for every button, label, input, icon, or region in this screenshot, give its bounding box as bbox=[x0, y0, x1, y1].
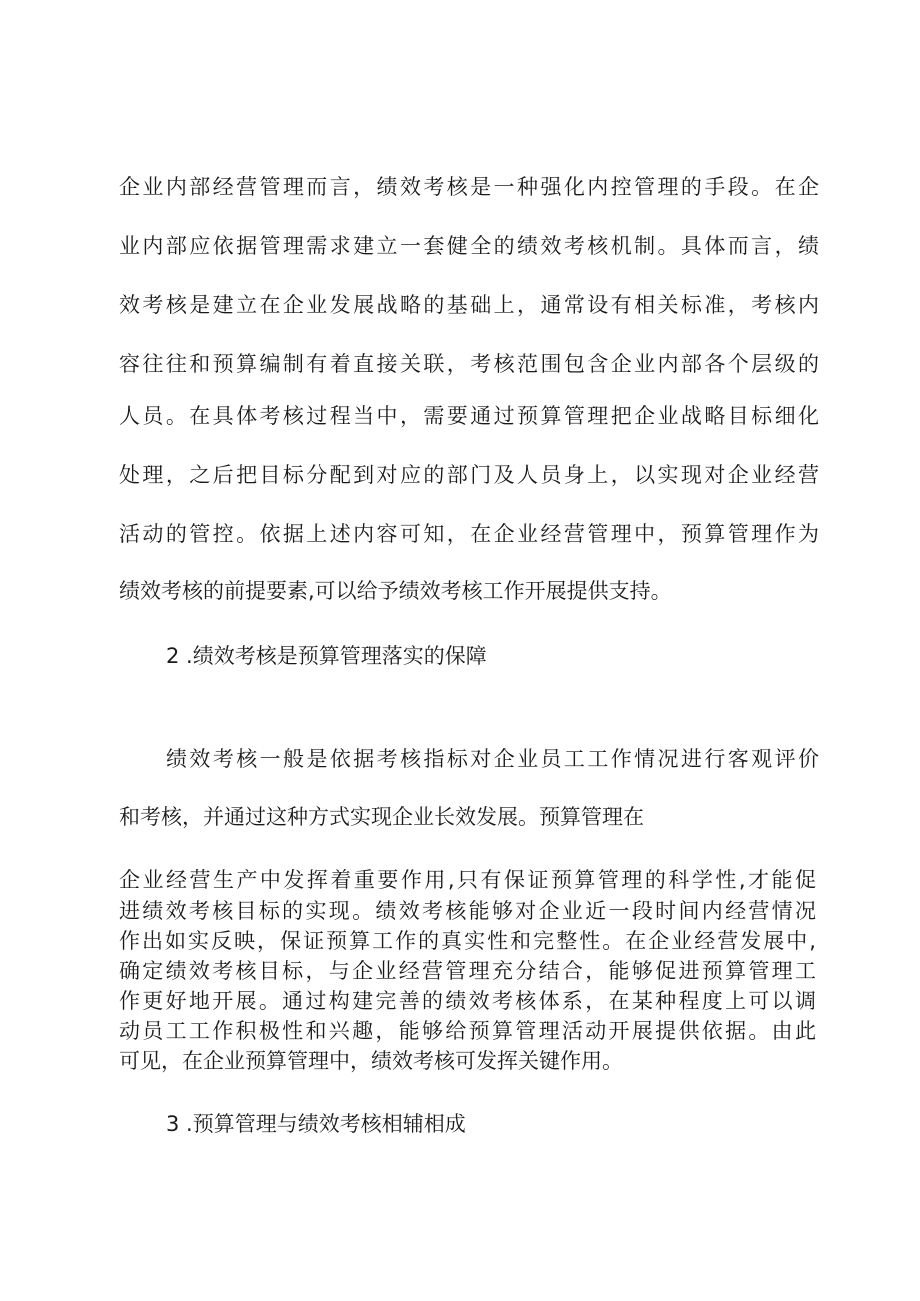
paragraph-line: 业内部应依据管理需求建立一套健全的绩效考核机制。具体而言，绩 bbox=[119, 234, 819, 258]
paragraph-line: 企业内部经营管理而言，绩效考核是一种强化内控管理的手段。在企 bbox=[119, 175, 819, 199]
paragraph-line: 确定绩效考核目标，与企业经营管理充分结合，能够促进预算管理工 bbox=[119, 959, 816, 983]
paragraph-line: 企业经营生产中发挥着重要作用,只有保证预算管理的科学性,才能促 bbox=[119, 868, 816, 892]
paragraph-line: 处理，之后把目标分配到对应的部门及人员身上，以实现对企业经营 bbox=[119, 463, 819, 487]
paragraph-line: 容往往和预算编制有着直接关联，考核范围包含企业内部各个层级的 bbox=[119, 352, 819, 376]
paragraph-line: 动员工工作积极性和兴趣，能够给预算管理活动开展提供依据。由此 bbox=[119, 1019, 816, 1043]
paragraph-line: 作出如实反映，保证预算工作的真实性和完整性。在企业经营发展中, bbox=[119, 929, 816, 953]
paragraph-line: 人员。在具体考核过程当中，需要通过预算管理把企业战略目标细化 bbox=[119, 404, 819, 428]
section-heading-2: 2 .绩效考核是预算管理落实的保障 bbox=[166, 644, 487, 668]
section-heading-3: 3 .预算管理与绩效考核相辅相成 bbox=[166, 1112, 466, 1136]
paragraph-line: 进绩效考核目标的实现。绩效考核能够对企业近一段时间内经营情况 bbox=[119, 899, 816, 923]
paragraph-line: 绩效考核的前提要素,可以给予绩效考核工作开展提供支持。 bbox=[119, 579, 672, 603]
paragraph-line: 活动的管控。依据上述内容可知，在企业经营管理中，预算管理作为 bbox=[119, 522, 819, 546]
paragraph-line: 绩效考核一般是依据考核指标对企业员工工作情况进行客观评价 bbox=[166, 747, 819, 771]
paragraph-line: 可见，在企业预算管理中，绩效考核可发挥关键作用。 bbox=[119, 1049, 623, 1073]
paragraph-line: 作更好地开展。通过构建完善的绩效考核体系，在某种程度上可以调 bbox=[119, 989, 816, 1013]
paragraph-line: 效考核是建立在企业发展战略的基础上，通常设有相关标准，考核内 bbox=[119, 293, 819, 317]
paragraph-line: 和考核，并通过这种方式实现企业长效发展。预算管理在 bbox=[119, 805, 644, 829]
